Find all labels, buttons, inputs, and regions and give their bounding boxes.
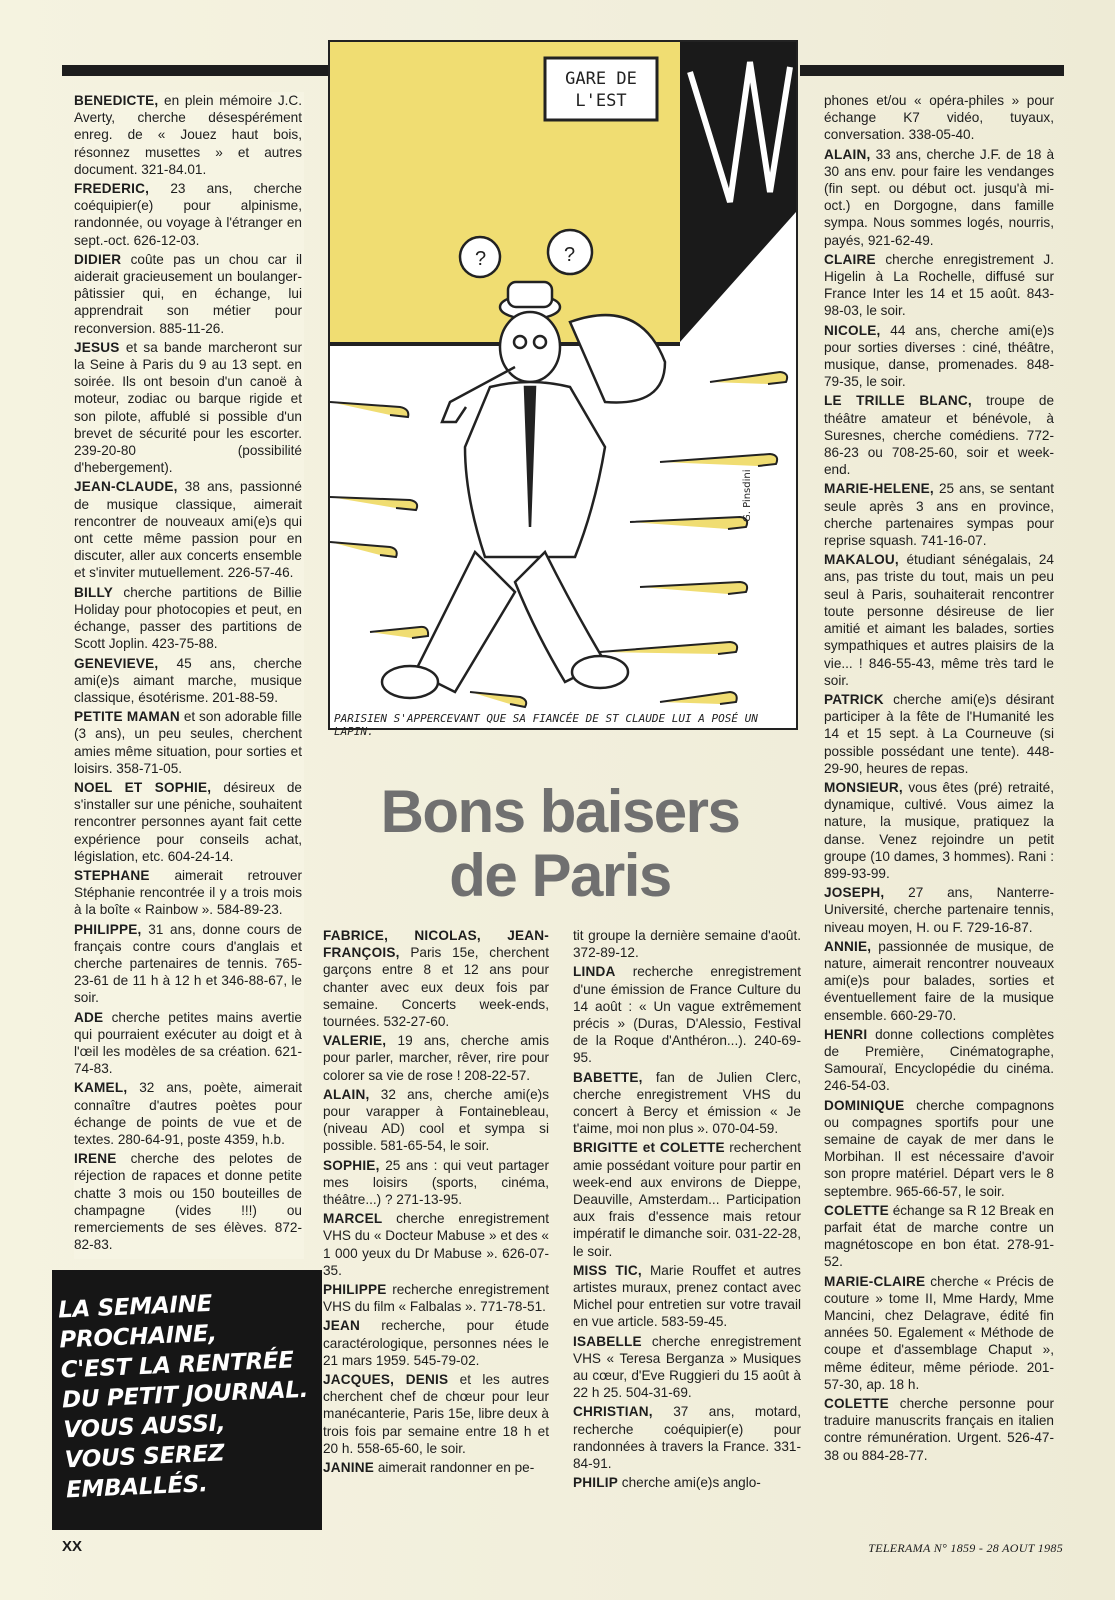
classified-ad-text: cherche ami(e)s anglo- [618, 1475, 761, 1491]
artist-signature: G. Pinsdini [742, 469, 753, 522]
top-rule-right [800, 65, 1064, 76]
classified-ad-text: 37 ans, motard, recherche coéquipier(e) pour randonnées à travers la France. 331-84-91. [573, 1404, 801, 1472]
classified-ad-text: cherche des pelotes de réjection de rapaces et donne petite chatte 3 mois ou 150 bouteilles de champagne (vides !!!) ou remerciements de ses élèves. 872-82-83. [74, 1151, 302, 1253]
classified-ad [323, 1086, 549, 1155]
classified-ad [323, 1281, 549, 1315]
classified-ad-text: donne collections complètes de Première, Cinématographe, Samouraï, Encyclopédie du cinéma. 246-54-03. [824, 1026, 1054, 1094]
classified-ad-name: IRENE [74, 1151, 117, 1167]
glasses-left [514, 336, 526, 348]
classified-ad-name: ISABELLE [573, 1333, 642, 1349]
classified-ad [824, 1273, 1054, 1393]
classified-ad [74, 251, 302, 337]
classified-ad [74, 779, 302, 865]
classified-ad-name: CHRISTIAN, [573, 1404, 653, 1420]
classified-ad [323, 1371, 549, 1457]
headline-line-2: de Paris [449, 842, 671, 909]
classified-ad [74, 1009, 302, 1078]
promo-line: EMBALLÉS. [65, 1471, 209, 1504]
sign-line-1: GARE DE [565, 69, 637, 89]
classified-ad-text: vous êtes (pré) retraité, dynamique, cultivé. Vous aimez la nature, la musique, pratiquez la danse. Venez rejoindre un petit groupe (10 dames, 3 hommes). Rani : 899-93-99. [824, 779, 1054, 881]
classified-ad-name: JANINE [323, 1460, 375, 1476]
classified-ad [824, 146, 1054, 249]
classified-ad [824, 551, 1054, 689]
classified-ad [824, 691, 1054, 777]
headline-line-1: Bons baisers [380, 778, 740, 845]
svg-text:?: ? [564, 244, 576, 266]
classified-ad-text: tit groupe la dernière semaine d'août. 372-89-12. [573, 928, 801, 961]
classified-ad-text: cherche enregistrement J. Higelin à La Rochelle, diffusé sur France Inter les 14 et 15 août. 843-98-03, le soir. [824, 251, 1054, 319]
classified-ad-text: 25 ans : qui veut partager mes loisirs (sports, cinéma, théâtre...) ? 271-13-95. [323, 1157, 549, 1208]
cartoon-illustration [328, 40, 798, 730]
classified-ad [74, 708, 302, 777]
classified-ad-name: COLETTE [824, 1202, 889, 1218]
classified-ad-text: et son adorable fille (3 ans), un peu seules, cherchent amies même situation, pour sorties et loisirs. 358-71-05. [74, 709, 302, 776]
classified-ad-name: JOSEPH, [824, 885, 885, 901]
classified-ad-text: étudiant sénégalais, 24 ans, pas triste du tout, mais un peu seul à Paris, souhaiterait rencontrer toute personne désireuse de lier amitié et aimant les balades, sorties sympathiques et autres plaisirs de la vie... ! 846-55-43, même très tard le soir. [824, 552, 1054, 688]
classified-ad-name: DOMINIQUE [824, 1097, 905, 1113]
sign-line-2: L'EST [575, 91, 627, 111]
classified-ad [824, 322, 1054, 391]
classifieds-column-2 [323, 927, 549, 1478]
classified-ad-name: BENEDICTE, [74, 93, 159, 108]
classified-ad [573, 1262, 801, 1331]
classified-ad-name: MISS TIC, [573, 1262, 642, 1278]
classified-ad-name: MAKALOU, [824, 552, 899, 568]
classifieds-column-3 [573, 927, 801, 1494]
classified-ad-text: recherche enregistrement d'une émission de France Culture du 14 août : « Un vague extrêmement précis » (Duras, D'Alessio, Festival de la Roque d'Anthéron...). 240-69-95. [573, 964, 801, 1066]
classified-ad-name: BABETTE, [573, 1069, 643, 1085]
classified-ad-name: NICOLE, [824, 322, 881, 338]
classified-ad [74, 339, 302, 477]
classified-ad-text: cherche compagnons ou compagnes sportifs pour une semaine de cayak de mer dans le Morbihan. Il est nécessaire d'avoir son propre matériel. Départ vers le 8 septembre. 965-66-57, le soir. [824, 1097, 1054, 1199]
classified-ad [323, 1459, 549, 1476]
classified-ad-text: fan de Julien Clerc, cherche enregistrement VHS du concert à Bercy et émission « Je t'aime, moi non plus ». 070-04-59. [573, 1069, 801, 1137]
classified-ad-text: 25 ans, se sentant seule après 3 ans en province, cherche partenaires sympas pour reprise squash. 741-16-07. [824, 481, 1054, 549]
classified-ad [74, 180, 302, 249]
classified-ad-text: Paris 15e, cherchent garçons entre 8 et 12 ans pour chanter avec eux deux fois par semaine. Concerts week-ends, tournées. 532-27-60. [323, 945, 549, 1030]
promo-text [58, 1285, 317, 1506]
classified-ad [323, 1317, 549, 1369]
classified-ad-name: ALAIN, [824, 146, 871, 162]
classified-ad-name: JACQUES, DENIS [323, 1372, 449, 1388]
classified-ad-name: VALERIE, [323, 1033, 387, 1049]
classified-ad-text: recherchent amie possédant voiture pour partir en week-end aux environs de Dieppe, Deauville, Amsterdam... Participation aux frais d'essence mais retour impératif le dimanche soir. 031-22-28, le soir. [573, 1140, 802, 1259]
classified-ad [573, 1333, 801, 1402]
classified-ad-text: phones et/ou « opéra-philes » pour échange K7 vidéo, tuyaux, conversation. 338-05-40. [824, 93, 1054, 143]
classified-ad [824, 1395, 1054, 1464]
classified-ad-name: ANNIE, [824, 938, 872, 954]
classified-ad-name: PHILIPPE, [74, 921, 142, 937]
classified-ad-text: cherche partitions de Billie Holiday pour photocopies et peut, en échange, passer des partitions de Scott Joplin. 423-75-88. [74, 584, 302, 652]
cartoon-drawing [330, 42, 796, 728]
classified-ad-name: KAMEL, [74, 1080, 128, 1096]
classified-ad-text: 32 ans, poète, aimerait connaître d'autres poètes pour échange de points de vue et de textes. 280-64-91, poste 4359, h.b. [74, 1080, 302, 1147]
classified-ad-name: BILLY [74, 584, 114, 600]
classified-ad [824, 779, 1054, 882]
hat-crown [508, 282, 552, 307]
classified-ad-text: cherche ami(e)s désirant participer à la fête de l'Humanité les 14 et 15 sept. à La Courneuve (si possible possédant une tente). 448-29-90, heures de repas. [824, 691, 1054, 776]
classified-ad-name: MARCEL [323, 1211, 383, 1227]
classified-ad-text: en plein mémoire J.C. Averty, cherche désespérément enreg. de « Jouez haut bois, résonnez musettes » et autres document. 321-84.01. [74, 93, 302, 177]
classified-ad-text: 32 ans, cherche ami(e)s pour varapper à Fontainebleau, (niveau AD) cool et sympa si possible. 581-65-54, le soir. [323, 1086, 549, 1154]
classified-ad-text: cherche petites mains avertie qui pourraient exécuter au doigt et à l'œil les modèles de sa création. 621-74-83. [74, 1009, 302, 1077]
classified-ad-name: LINDA [573, 964, 616, 980]
classified-ad-name: PHILIPPE [323, 1282, 387, 1298]
promo-line: VOUS SEREZ [64, 1440, 225, 1474]
classified-ad-name: JESUS [74, 339, 120, 355]
classified-ad [74, 92, 302, 178]
classified-ad-name: GENEVIEVE, [74, 655, 159, 671]
classified-ad-name: MARIE-HELENE, [824, 481, 934, 497]
classified-ad-name: LE TRILLE BLANC, [824, 393, 972, 409]
classified-ad [74, 655, 302, 707]
cartoon-caption: PARISIEN S'APPERCEVANT QUE SA FIANCÉE DE ST CLAUDE LUI A POSÉ UN LAPIN. [334, 712, 758, 738]
classified-ad [323, 927, 549, 1030]
promo-line: C'EST LA RENTRÉE [60, 1347, 295, 1384]
classified-ad-text: échange sa R 12 Break en parfait état de marche contre un magnétoscope en bon état. 278-91-52. [824, 1202, 1054, 1270]
classified-ad-name: PATRICK [824, 691, 884, 707]
classified-ad-name: STEPHANE [74, 867, 150, 883]
classified-ad-name: MONSIEUR, [824, 779, 903, 795]
classified-ad [573, 963, 801, 1066]
top-rule-left [62, 65, 330, 76]
classified-ad-text: 19 ans, cherche amis pour parler, marcher, rêver, rire pour colorer sa vie de rose ! 208-22-57. [323, 1033, 549, 1083]
classified-ad-text: cherche « Précis de couture » tome II, Mme Hardy, Mme Mancini, chez Delagrave, édité fin années 50. Egalement « Méthode de coupe et d'assemblage Chaput », même éditeur, même période. 201-57-30, ap. 18 h. [824, 1273, 1054, 1392]
classified-ad [824, 1202, 1054, 1271]
classified-ad [824, 938, 1054, 1024]
classified-ad-text: désireux de s'installer sur une péniche, souhaitent rencontrer personnes ayant fait cette expérience pour conseils achat, législation, etc. 604-24-14. [74, 779, 302, 864]
classified-ad-text: aimerait randonner en pe- [374, 1460, 535, 1476]
svg-text:?: ? [475, 248, 487, 270]
classified-ad-name: COLETTE [824, 1396, 889, 1412]
classifieds-column-4 [824, 92, 1054, 1466]
promo-line: VOUS AUSSI, [62, 1410, 226, 1444]
classified-ad-name: NOEL ET SOPHIE, [74, 779, 212, 795]
classified-ad-name: MARIE-CLAIRE [824, 1273, 926, 1289]
classifieds-column-1 [74, 92, 304, 1259]
classified-ad [74, 921, 302, 1007]
classified-ad-text: aimerait retrouver Stéphanie rencontrée il y a trois mois à la boîte « Rainbow ». 584-89-23. [74, 867, 302, 918]
classified-ad-name: BRIGITTE et COLETTE [573, 1140, 725, 1156]
shoe-left [382, 666, 438, 698]
classified-ad [824, 392, 1054, 478]
classified-ad [573, 1403, 801, 1472]
classified-ad-text: Marie Rouffet et autres artistes muraux, prenez contact avec Michel pour entretien sur votre travail en vue article. 583-59-45. [573, 1262, 801, 1330]
classified-ad [824, 251, 1054, 320]
classified-ad-name: SOPHIE, [323, 1157, 380, 1173]
classified-ad-text: recherche, pour étude caractérologique, personnes nées le 21 mars 1959. 545-79-02. [323, 1318, 549, 1368]
classified-ad [74, 584, 302, 653]
classified-ad-text: 38 ans, passionné de musique classique, aimerait rencontrer de nouveaux ami(e)s qui ont cette même passion pour en discuter, aller aux concerts ensemble et s'inviter mutuellement. 226-57-46. [74, 479, 302, 581]
classified-ad-name: FABRICE, NICOLAS, JEAN-FRANÇOIS, [323, 928, 549, 961]
classified-ad-name: DIDIER [74, 251, 122, 267]
shoe-right [572, 656, 628, 688]
classified-ad [573, 927, 801, 961]
page-folio: XX [62, 1538, 83, 1555]
promo-line: DU PETIT JOURNAL. [61, 1376, 309, 1414]
classified-ad [74, 867, 302, 919]
classified-ad [74, 1150, 302, 1253]
classified-ad-name: HENRI [824, 1026, 868, 1042]
classified-ad-text: coûte pas un chou car il aiderait gracieusement un boulanger-pâtissier qui, en échange, lui apprendrait son métier pour reconversion. 885-11-26. [74, 251, 302, 336]
classified-ad-text: cherche enregistrement VHS du « Docteur Mabuse » et des « 1 000 yeux du Dr Mabuse ». 626-07-35. [323, 1211, 549, 1278]
classified-ad [323, 1210, 549, 1279]
classified-ad [824, 884, 1054, 936]
classified-ad-text: et les autres cherchent chef de chœur pour leur manécanterie, Paris 15e, libre deux à trois fois par semaine entre 18 h et 20 h. 558-65-60, le soir. [323, 1372, 550, 1456]
classified-ad [74, 1079, 302, 1148]
classified-ad-text: 33 ans, cherche J.F. de 18 à 30 ans env. pour faire les vendanges (fin sept. ou début oct. jusqu'à mi-oct.) en Dorgogne, dans famille sympa. Nous sommes logés, nourris, payés, 921-62-49. [824, 146, 1054, 248]
classified-ad-text: passionnée de musique, de nature, aimerait rencontrer nouveaux ami(e)s pour balades, sorties et éventuellement faire de la musique ensemble. 660-29-70. [824, 938, 1054, 1023]
classified-ad-text: troupe de théâtre amateur et bénévole, à Suresnes, cherche comédiens. 772-86-23 ou 708-25-60, soir et week-end. [824, 393, 1055, 478]
classified-ad [824, 480, 1054, 549]
classified-ad-text: 44 ans, cherche ami(e)s pour sorties diverses : ciné, théâtre, musique, danse, promenades. 848-79-35, le soir. [824, 322, 1054, 390]
classified-ad [824, 92, 1054, 144]
classified-ad [573, 1139, 801, 1259]
classified-ad-name: ADE [74, 1009, 104, 1025]
classified-ad-name: JEAN [323, 1318, 361, 1334]
promo-line: PROCHAINE, [58, 1320, 218, 1354]
glasses-right [534, 336, 546, 348]
classified-ad-name: ALAIN, [323, 1086, 370, 1102]
classified-ad-text: 31 ans, donne cours de français contre cours d'anglais et cherche partenaires de tennis. 765-23-61 de 11 h à 12 h et 346-88-67, le soir. [74, 921, 302, 1006]
publication-footer: TELERAMA N° 1859 - 28 AOUT 1985 [868, 1541, 1063, 1555]
classified-ad-text: 45 ans, cherche ami(e)s aimant marche, musique classique, ésotérisme. 201-88-59. [74, 655, 302, 705]
classified-ad-name: PETITE MAMAN [74, 709, 180, 725]
classified-ad [323, 1157, 549, 1209]
classified-ad-text: cherche enregistrement VHS « Teresa Berganza » Musiques au cœur, d'Eve Ruggieri du 15 août à 22 h 25. 504-31-69. [573, 1333, 801, 1401]
classified-ad-name: FREDERIC, [74, 181, 150, 197]
classified-ad-text: 27 ans, Nanterre-Université, cherche partenaire tennis, niveau moyen, H. ou F. 729-16-87. [824, 885, 1054, 935]
classified-ad [824, 1097, 1054, 1200]
classified-ad [573, 1474, 801, 1491]
classified-ad [824, 1026, 1054, 1095]
classified-ad-name: PHILIP [573, 1475, 619, 1491]
classified-ad-name: CLAIRE [824, 251, 876, 267]
promo-line: LA SEMAINE [57, 1290, 213, 1324]
article-headline [330, 780, 790, 908]
classified-ad-text: recherche enregistrement VHS du film « Falbalas ». 771-78-51. [323, 1282, 549, 1315]
classified-ad [573, 1069, 801, 1138]
classified-ad-text: cherche personne pour traduire manuscrits français en italien contre rémunération. Urgent. 526-47-38 ou 884-28-77. [824, 1396, 1054, 1463]
classified-ad [74, 478, 302, 581]
classified-ad-text: 23 ans, cherche coéquipier(e) pour alpinisme, randonnée, ou voyage à l'étranger en sept.-oct. 626-12-03. [74, 181, 302, 248]
classified-ad-text: et sa bande marcheront sur la Seine à Paris du 9 au 13 sept. en soirée. Ils ont besoin d'un canoë à moteur, zodiac ou barque rigide et son pilote, affublé si possible d'un brevet de sécurité pour les escorter. 239-20-80 (possibilité d'hebergement). [74, 339, 302, 476]
classified-ad-name: JEAN-CLAUDE, [74, 479, 178, 495]
classified-ad [323, 1032, 549, 1084]
